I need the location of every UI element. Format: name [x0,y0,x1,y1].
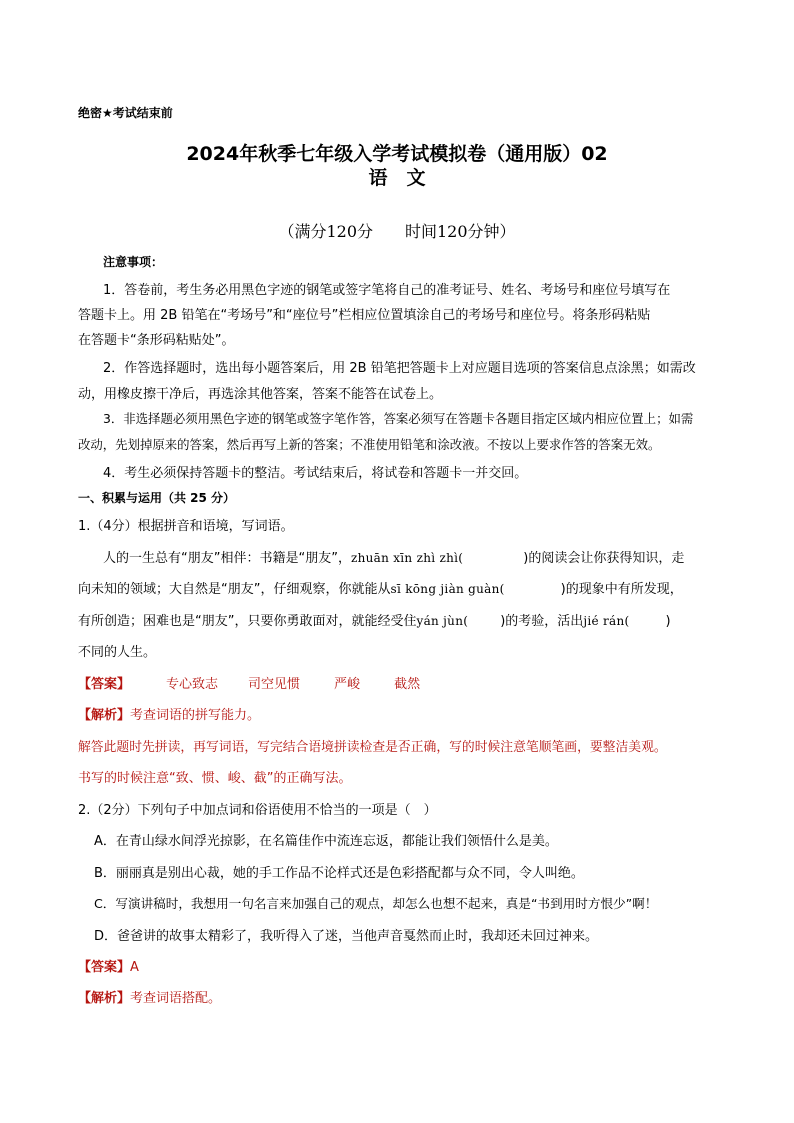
question-1-line-1 [103,547,684,566]
pinyin-zhuanxinzhizhi: zhuān xīn zhì zhì( [350,551,464,565]
secret-mark: 绝密★考试结束前 [78,106,173,120]
question-1-analysis [78,704,260,723]
analysis-label: 【解析】 [78,708,131,723]
analysis-text: 考查词语搭配。 [130,991,222,1006]
notes-item-2-line-1: 2．作答选择题时，选出每小题答案后，用 2B 铅笔把答题卡上对应题目选项的答案信息点涂黑；如需改 [103,361,696,376]
analysis-label: 【解析】 [78,991,131,1006]
notes-item-1-line-1: 1．答卷前，考生务必用黑色字迹的钢笔或签字笔将自己的准考证号、姓名、考场号和座位号填写在 [103,283,671,298]
answer-label: 【答案】 [78,677,131,692]
notes-item-3-line-1: 3．非选择题必须用黑色字迹的钢笔或签字笔作答，答案必须写在答题卡各题目指定区域内相应位置上；如需 [103,411,694,426]
answer-label: 【答案】 [78,960,131,975]
pinyin-yanjun: yán jùn( [416,614,469,628]
notes-heading: 注意事项： [103,255,164,269]
text-segment: )的考验，活出 [500,614,584,629]
text-segment: 人的一生总有“朋友”相伴：书籍是“朋友”， [103,551,351,566]
question-2-option-d: D．爸爸讲的故事太精彩了，我听得入了迷，当他声音戛然而止时，我却还未回过神来。 [94,929,599,944]
analysis-text: 考查词语的拼写能力。 [130,708,261,723]
text-segment: ) [665,614,671,629]
page-title: 2024年秋季七年级入学考试模拟卷（通用版）02 [186,143,608,165]
question-1-line-4: 不同的人生。 [78,645,157,660]
question-1-line-3 [78,610,671,629]
pinyin-sikongjianguan: sī kōng jiàn guàn( [390,582,505,596]
answer-word: 截然 [394,677,421,692]
section-heading: 一、积累与运用（共 25 分） [78,491,236,505]
answer-word: 严峻 [334,677,361,692]
answer-word: 司空见惯 [248,677,301,692]
question-2-option-a: A．在青山绿水间浮光掠影，在名篇佳作中流连忘返，都能让我们领悟什么是美。 [94,834,558,849]
question-2-option-b: B．丽丽真是别出心裁，她的手工作品不论样式还是色彩搭配都与众不同，令人叫绝。 [94,866,584,881]
text-segment: 有所创造；困难也是“朋友”，只要你勇敢面对，就能经受住 [78,614,417,629]
notes-item-2-line-2: 动，用橡皮擦干净后，再选涂其他答案，答案不能答在试卷上。 [78,387,443,402]
question-2-analysis [78,987,221,1006]
question-1-stem: 1.（4分）根据拼音和语境，写词语。 [78,519,294,534]
question-1-answer [78,673,420,692]
question-2-stem: 2.（2分）下列句子中加点词和俗语使用不恰当的一项是（ ） [78,803,437,818]
notes-item-1-line-3: 在答题卡“条形码粘贴处”。 [78,333,235,348]
pinyin-jieran: jié rán( [583,614,630,628]
question-1-explanation-2: 书写的时候注意“致、惯、峻、截”的正确写法。 [78,771,352,786]
text-segment: )的现象中有所发现， [560,582,683,597]
notes-item-4-line-1: 4．考生必须保持答题卡的整洁。考试结束后，将试卷和答题卡一并交回。 [103,466,528,481]
subject-title: 语 文 [368,167,426,189]
answer-word: 专心致志 [166,677,219,692]
notes-item-1-line-2: 答题卡上。用 2B 铅笔在“考场号”和“座位号”栏相应位置填涂自己的考场号和座位号。将条形码粘贴 [78,308,651,323]
score-time: （满分120分 时间120分钟） [278,222,516,241]
text-segment: )的阅读会让你获得知识，走 [523,551,685,566]
notes-item-3-line-2: 改动，先划掉原来的答案，然后再写上新的答案；不准使用铅笔和涂改液。不按以上要求作答的答案无效。 [78,437,661,452]
text-segment: 向未知的领域；大自然是“朋友”，仔细观察，你就能从 [78,582,391,597]
question-1-explanation-1: 解答此题时先拼读，再写词语，写完结合语境拼读检查是否正确，写的时候注意笔顺笔画，要整洁美观。 [78,740,667,755]
answer-value: A [130,960,139,975]
question-1-line-2 [78,578,683,597]
question-2-option-c: C．写演讲稿时，我想用一句名言来加强自己的观点，却怎么也想不起来，真是“书到用时方恨少”啊！ [94,896,658,911]
question-2-answer [78,956,139,975]
